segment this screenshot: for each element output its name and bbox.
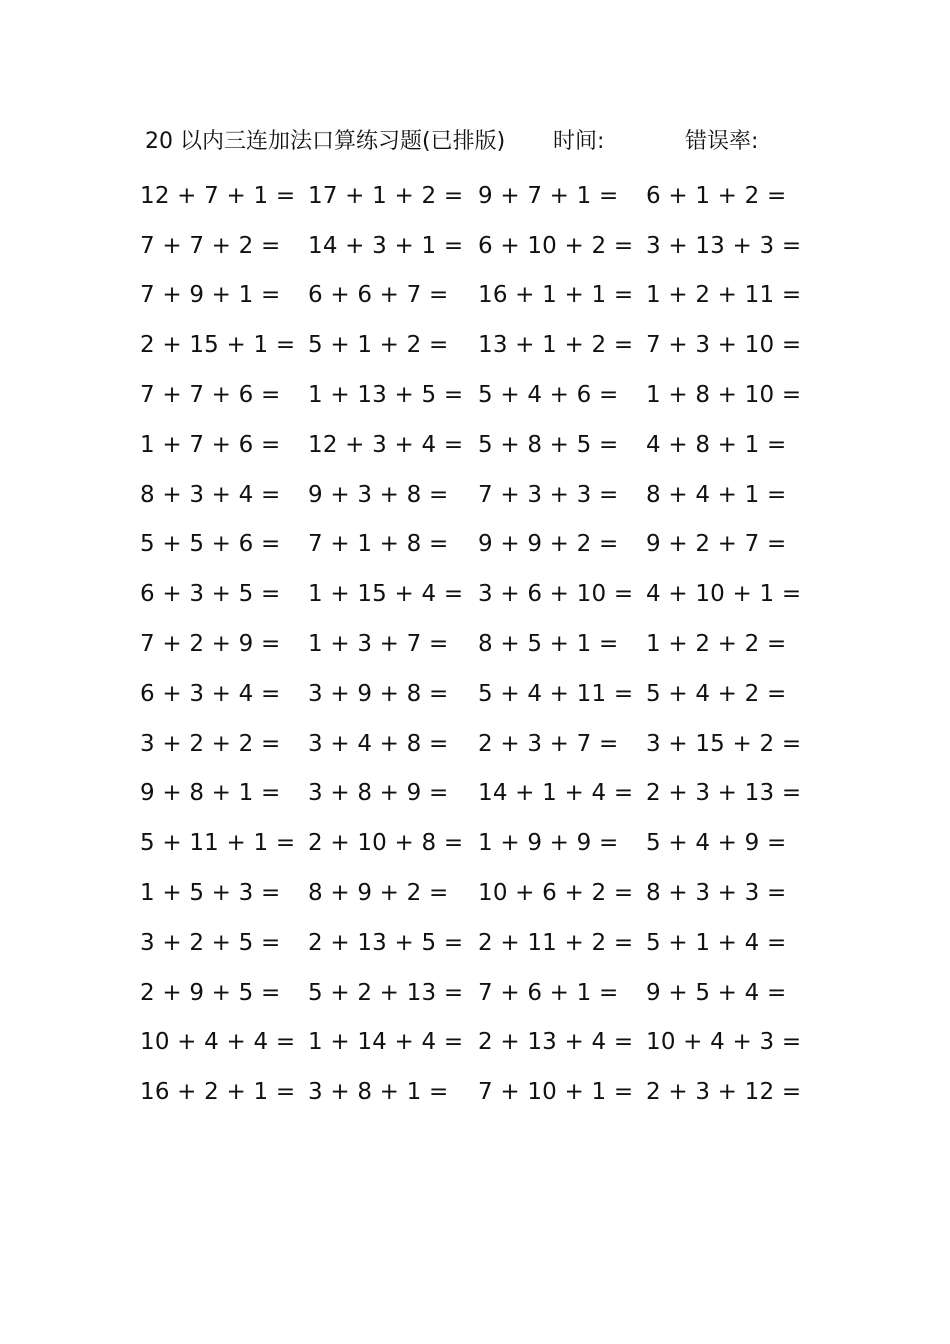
problem-item	[646, 233, 814, 259]
problem-expression: 2 + 15 + 1 =	[140, 332, 296, 359]
problem-item	[478, 581, 646, 607]
problem-row	[140, 370, 802, 420]
problem-item	[140, 980, 308, 1006]
problem-expression: 4 + 10 + 1 =	[646, 581, 802, 608]
problem-expression: 1 + 8 + 10 =	[646, 382, 802, 409]
problem-expression: 3 + 8 + 1 =	[308, 1079, 449, 1106]
problem-item	[478, 880, 646, 906]
problem-expression: 3 + 6 + 10 =	[478, 581, 634, 608]
problem-expression: 2 + 9 + 5 =	[140, 979, 281, 1006]
problem-expression: 2 + 11 + 2 =	[478, 929, 634, 956]
problem-item	[308, 382, 478, 408]
problem-item	[478, 382, 646, 408]
error-rate-label: 错误率:	[685, 129, 759, 154]
problem-expression: 2 + 13 + 4 =	[478, 1029, 634, 1056]
problem-item	[140, 780, 308, 806]
problem-item	[478, 681, 646, 707]
problem-expression: 6 + 10 + 2 =	[478, 232, 634, 259]
problem-expression: 2 + 3 + 13 =	[646, 780, 802, 807]
problem-expression: 9 + 5 + 4 =	[646, 979, 787, 1006]
problem-expression: 5 + 8 + 5 =	[478, 431, 619, 458]
problem-expression: 8 + 9 + 2 =	[308, 880, 449, 907]
problem-item	[308, 282, 478, 308]
problem-item	[140, 1079, 308, 1105]
problem-expression: 8 + 3 + 3 =	[646, 880, 787, 907]
problem-expression: 12 + 3 + 4 =	[308, 431, 464, 458]
problem-expression: 9 + 8 + 1 =	[140, 780, 281, 807]
worksheet-header	[145, 124, 785, 160]
problem-expression: 3 + 2 + 2 =	[140, 730, 281, 757]
problem-expression: 10 + 4 + 4 =	[140, 1029, 296, 1056]
problem-row	[140, 520, 787, 570]
problem-item	[646, 332, 814, 358]
problem-item	[478, 432, 646, 458]
problem-expression: 1 + 13 + 5 =	[308, 382, 464, 409]
problem-item	[478, 183, 646, 209]
problem-expression: 14 + 1 + 4 =	[478, 780, 634, 807]
problem-expression: 1 + 2 + 11 =	[646, 282, 802, 309]
problem-item	[646, 183, 814, 209]
problem-expression: 3 + 15 + 2 =	[646, 730, 802, 757]
problem-expression: 7 + 1 + 8 =	[308, 531, 449, 558]
problem-item	[308, 780, 478, 806]
problem-expression: 1 + 7 + 6 =	[140, 431, 281, 458]
time-label: 时间:	[553, 129, 605, 154]
problem-expression: 1 + 15 + 4 =	[308, 581, 464, 608]
problem-item	[646, 432, 814, 458]
problem-item	[140, 382, 308, 408]
problem-row	[140, 719, 802, 769]
problem-item	[140, 1029, 308, 1055]
problem-item	[140, 930, 308, 956]
problem-expression: 7 + 3 + 10 =	[646, 332, 802, 359]
problem-expression: 6 + 6 + 7 =	[308, 282, 449, 309]
problem-item	[478, 233, 646, 259]
problem-item	[308, 482, 478, 508]
problem-item	[308, 332, 478, 358]
problem-row	[140, 569, 802, 619]
problem-item	[308, 681, 478, 707]
problem-row	[140, 171, 787, 221]
problem-expression: 8 + 3 + 4 =	[140, 481, 281, 508]
problem-expression: 6 + 3 + 5 =	[140, 581, 281, 608]
problem-expression: 9 + 9 + 2 =	[478, 531, 619, 558]
problem-item	[140, 432, 308, 458]
problem-expression: 5 + 4 + 2 =	[646, 680, 787, 707]
problem-item	[646, 1029, 814, 1055]
problem-item	[140, 282, 308, 308]
problem-expression: 16 + 2 + 1 =	[140, 1079, 296, 1106]
problem-expression: 7 + 10 + 1 =	[478, 1079, 634, 1106]
problem-expression: 2 + 3 + 7 =	[478, 730, 619, 757]
problem-expression: 7 + 7 + 2 =	[140, 232, 281, 259]
problem-item	[308, 183, 478, 209]
problem-expression: 1 + 2 + 2 =	[646, 631, 787, 658]
problem-expression: 10 + 4 + 3 =	[646, 1029, 802, 1056]
problem-expression: 1 + 9 + 9 =	[478, 830, 619, 857]
problem-expression: 6 + 1 + 2 =	[646, 182, 787, 209]
problem-expression: 7 + 9 + 1 =	[140, 282, 281, 309]
problem-item	[478, 282, 646, 308]
problem-expression: 3 + 13 + 3 =	[646, 232, 802, 259]
problem-item	[308, 631, 478, 657]
problem-expression: 7 + 2 + 9 =	[140, 631, 281, 658]
problem-expression: 4 + 8 + 1 =	[646, 431, 787, 458]
problem-item	[478, 930, 646, 956]
problem-row	[140, 221, 802, 271]
problem-expression: 5 + 1 + 2 =	[308, 332, 449, 359]
problem-expression: 8 + 5 + 1 =	[478, 631, 619, 658]
problem-row	[140, 619, 787, 669]
problem-item	[140, 581, 308, 607]
problem-item	[140, 531, 308, 557]
problem-item	[308, 531, 478, 557]
problem-item	[478, 631, 646, 657]
problem-grid	[140, 171, 802, 1117]
problem-expression: 5 + 4 + 6 =	[478, 382, 619, 409]
problem-item	[646, 1079, 814, 1105]
problem-item	[308, 830, 478, 856]
problem-item	[140, 830, 308, 856]
problem-item	[140, 332, 308, 358]
problem-row	[140, 271, 802, 321]
problem-item	[140, 681, 308, 707]
problem-expression: 5 + 2 + 13 =	[308, 979, 464, 1006]
problem-expression: 12 + 7 + 1 =	[140, 182, 296, 209]
problem-item	[646, 780, 814, 806]
problem-item	[646, 731, 814, 757]
problem-item	[308, 731, 478, 757]
problem-expression: 3 + 4 + 8 =	[308, 730, 449, 757]
problem-item	[308, 1029, 478, 1055]
problem-item	[478, 780, 646, 806]
problem-item	[646, 631, 814, 657]
problem-expression: 17 + 1 + 2 =	[308, 182, 464, 209]
problem-expression: 8 + 4 + 1 =	[646, 481, 787, 508]
problem-item	[646, 482, 814, 508]
problem-row	[140, 1018, 802, 1068]
problem-item	[478, 332, 646, 358]
problem-item	[308, 581, 478, 607]
problem-expression: 3 + 8 + 9 =	[308, 780, 449, 807]
problem-row	[140, 669, 787, 719]
problem-item	[646, 282, 814, 308]
worksheet-title: 20 以内三连加法口算练习题(已排版)	[145, 129, 506, 154]
problem-expression: 5 + 11 + 1 =	[140, 830, 296, 857]
problem-row	[140, 868, 787, 918]
problem-row	[140, 818, 787, 868]
problem-item	[308, 1079, 478, 1105]
problem-expression: 7 + 6 + 1 =	[478, 979, 619, 1006]
problem-row	[140, 420, 787, 470]
problem-item	[478, 531, 646, 557]
problem-item	[646, 980, 814, 1006]
problem-expression: 9 + 2 + 7 =	[646, 531, 787, 558]
problem-row	[140, 320, 802, 370]
problem-item	[478, 482, 646, 508]
problem-item	[478, 1079, 646, 1105]
problem-item	[646, 681, 814, 707]
problem-expression: 6 + 3 + 4 =	[140, 680, 281, 707]
problem-expression: 3 + 9 + 8 =	[308, 680, 449, 707]
problem-item	[478, 830, 646, 856]
problem-expression: 13 + 1 + 2 =	[478, 332, 634, 359]
problem-expression: 14 + 3 + 1 =	[308, 232, 464, 259]
problem-row	[140, 470, 787, 520]
problem-expression: 5 + 4 + 11 =	[478, 680, 634, 707]
problem-item	[308, 432, 478, 458]
problem-expression: 7 + 3 + 3 =	[478, 481, 619, 508]
problem-item	[478, 1029, 646, 1055]
problem-expression: 3 + 2 + 5 =	[140, 929, 281, 956]
problem-expression: 2 + 13 + 5 =	[308, 929, 464, 956]
problem-item	[140, 880, 308, 906]
problem-item	[646, 382, 814, 408]
problem-item	[646, 531, 814, 557]
problem-item	[646, 581, 814, 607]
problem-item	[646, 830, 814, 856]
problem-expression: 5 + 4 + 9 =	[646, 830, 787, 857]
problem-item	[140, 183, 308, 209]
problem-expression: 2 + 10 + 8 =	[308, 830, 464, 857]
problem-row	[140, 968, 787, 1018]
problem-item	[646, 880, 814, 906]
problem-expression: 10 + 6 + 2 =	[478, 880, 634, 907]
problem-item	[140, 233, 308, 259]
problem-expression: 9 + 7 + 1 =	[478, 182, 619, 209]
problem-row	[140, 1067, 802, 1117]
problem-item	[478, 980, 646, 1006]
problem-item	[140, 631, 308, 657]
problem-row	[140, 918, 787, 968]
problem-expression: 1 + 5 + 3 =	[140, 880, 281, 907]
problem-expression: 1 + 14 + 4 =	[308, 1029, 464, 1056]
problem-row	[140, 769, 802, 819]
problem-expression: 7 + 7 + 6 =	[140, 382, 281, 409]
problem-expression: 5 + 5 + 6 =	[140, 531, 281, 558]
problem-item	[478, 731, 646, 757]
problem-item	[308, 930, 478, 956]
problem-item	[308, 880, 478, 906]
problem-expression: 5 + 1 + 4 =	[646, 929, 787, 956]
problem-expression: 9 + 3 + 8 =	[308, 481, 449, 508]
problem-expression: 2 + 3 + 12 =	[646, 1079, 802, 1106]
problem-item	[140, 731, 308, 757]
problem-expression: 16 + 1 + 1 =	[478, 282, 634, 309]
problem-expression: 1 + 3 + 7 =	[308, 631, 449, 658]
problem-item	[308, 980, 478, 1006]
problem-item	[140, 482, 308, 508]
problem-item	[646, 930, 814, 956]
problem-item	[308, 233, 478, 259]
